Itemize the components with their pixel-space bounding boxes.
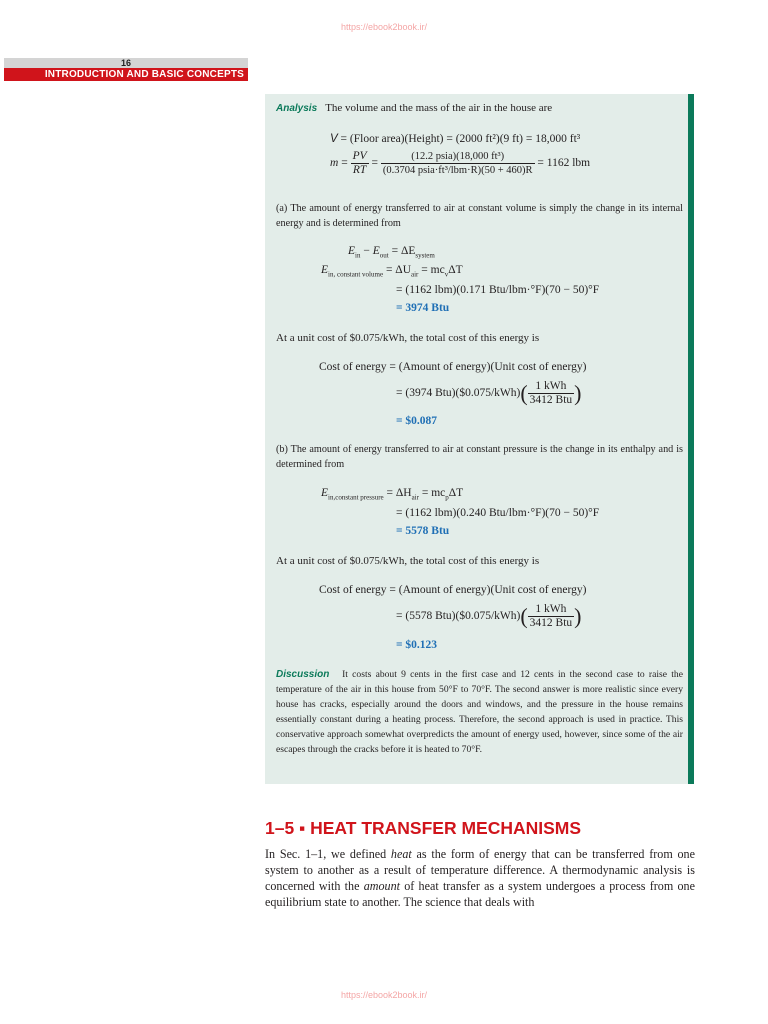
energy-balance-line: $E_{in} - E_{out} = \Delta E_{system}$ bbox=[348, 245, 435, 260]
constant-pressure-line: $E_{in,constant pressure} = \Delta H_{air} = mc_p\Delta T$ bbox=[321, 487, 464, 502]
page-number: 16 bbox=[4, 58, 248, 68]
cost-a-result: = $0.087 bbox=[396, 415, 438, 427]
constant-pressure-substitution: = (1162 lbm)(0.240 Btu/lbm·°F)(70 − 50)°F bbox=[396, 507, 600, 519]
volume-equation: V = (Floor area)(Height) = (2000 ft²)(9 ft) = 18,000 ft³ bbox=[330, 133, 581, 145]
mass-equation: m = $\frac{PV}{RT}$ = $\frac{\text{(12.2 psia)(18,000 ft³)}}{\text{(0.3704 psia·ft³/lbm·R)(50 + 460)R}}$ = 1162 lbm bbox=[330, 150, 591, 176]
cost-b-result: = $0.123 bbox=[396, 639, 438, 651]
cost-b-line: = (5578 Btu)($0.075/kWh)( $\frac{\text{1 kWh}}{\text{3412 Btu}}$ ) bbox=[396, 603, 582, 629]
unit-cost-text-b: At a unit cost of $0.075/kWh, the total cost of this energy is bbox=[276, 555, 540, 567]
part-a-text: (a) The amount of energy transferred to air at constant volume is simply the change in its internal energy and is determined from bbox=[276, 203, 683, 229]
section-title: 1–5 ▪ HEAT TRANSFER MECHANISMS bbox=[265, 818, 582, 838]
watermark-top: https://ebook2book.ir/ bbox=[340, 22, 428, 32]
cost-label-b: Cost of energy = (Amount of energy)(Unit cost of energy) bbox=[319, 584, 587, 596]
discussion-label: Discussion bbox=[276, 669, 330, 680]
analysis-label: Analysis bbox=[276, 103, 318, 114]
cost-a-line: = (3974 Btu)($0.075/kWh)( $\frac{\text{1 kWh}}{\text{3412 Btu}}$ ) bbox=[396, 380, 582, 406]
section-body: In Sec. 1–1, we defined heat as the form of energy that can be transferred from one system to another as a result of temperature difference. A thermodynamic analysis is concerned with the amount of heat transfer as a system undergoes a process from one equilibrium state to another. The science that deals with bbox=[265, 847, 695, 909]
analysis-intro bbox=[276, 101, 552, 116]
chapter-title-band: INTRODUCTION AND BASIC CONCEPTS bbox=[4, 68, 248, 81]
constant-pressure-result: = 5578 Btu bbox=[396, 525, 450, 537]
example-accent-bar bbox=[688, 94, 694, 784]
unit-cost-text-a: At a unit cost of $0.075/kWh, the total cost of this energy is bbox=[276, 332, 540, 344]
discussion-text: It costs about 9 cents in the first case and 12 cents in the second case to raise the temperature of the air in this house from 50°F to 70°F. The second answer is more realistic since every house has cracks, especially around the doors and windows, and the pressure in the house remains essentially constant during a heating process. Therefore, the second approach is used in practice. This conservative approach somewhat overpredicts the amount of energy used, however, since some of the air escapes through the cracks before it is heated to 70°F. bbox=[276, 669, 683, 755]
analysis-intro-text: The volume and the mass of the air in the house are bbox=[325, 102, 553, 114]
discussion bbox=[276, 667, 683, 757]
constant-volume-line: $E_{in, constant volume} = \Delta U_{air} = mc_v\Delta T$ bbox=[321, 264, 463, 279]
part-b-text: (b) The amount of energy transferred to air at constant pressure is the change in its enthalpy and is determined from bbox=[276, 444, 683, 470]
cost-label-a: Cost of energy = (Amount of energy)(Unit cost of energy) bbox=[319, 361, 587, 373]
constant-volume-result: = 3974 Btu bbox=[396, 302, 450, 314]
watermark-bottom: https://ebook2book.ir/ bbox=[340, 990, 428, 1000]
constant-volume-substitution: = (1162 lbm)(0.171 Btu/lbm·°F)(70 − 50)°F bbox=[396, 284, 600, 296]
